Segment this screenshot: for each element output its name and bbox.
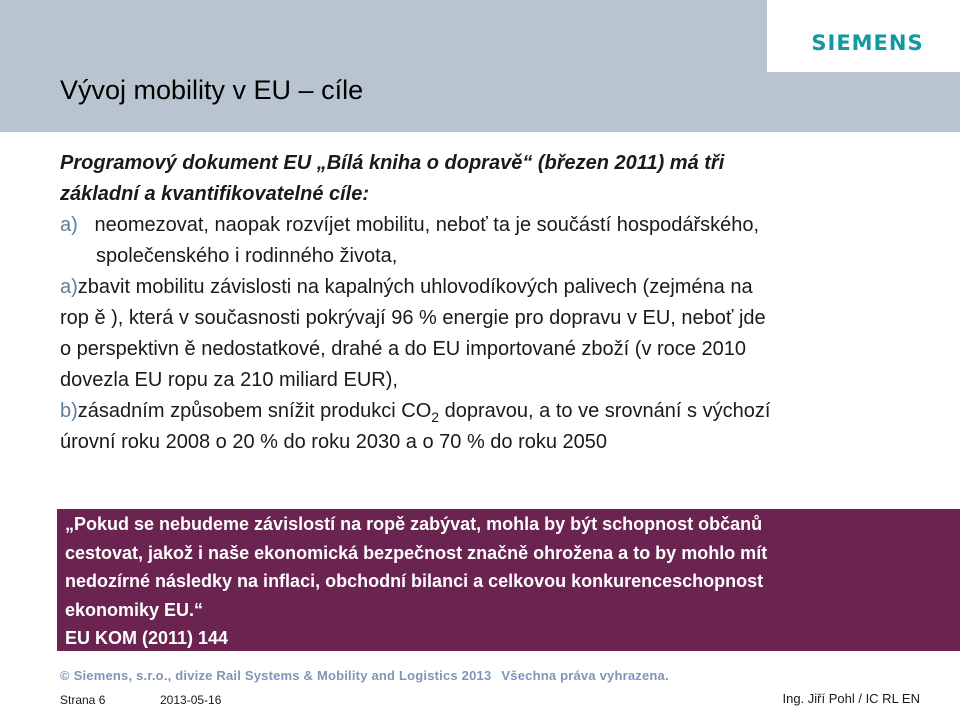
quote-line-1: „Pokud se nebudeme závislostí na ropě zabývat, mohla by být schopnost občanů (65, 514, 763, 534)
footer-date: 2013-05-16 (160, 693, 222, 707)
goal-a2-line-4: dovezla EU ropu za 210 miliard EUR), (60, 369, 398, 391)
intro-line-1: Programový dokument EU „Bílá kniha o dopravě“ (březen 2011) má tři (60, 152, 725, 174)
quote-box (57, 509, 960, 651)
quote-line-3: nedozírné následky na inflaci, obchodní bilanci a celkovou konkurenceschopnost (65, 571, 764, 591)
goal-b-marker: b) (60, 400, 78, 422)
goal-b-text-post: dopravou, a to ve srovnání s výchozí (439, 400, 771, 422)
goal-a2-line-2: rop ě ), která v současnosti pokrývají 96 % energie pro dopravu v EU, neboť jde (60, 307, 766, 329)
goal-a1-text: neomezovat, naopak rozvíjet mobilitu, neboť ta je součástí hospodářského, (94, 214, 760, 236)
quote-text (65, 510, 945, 653)
quote-line-4: ekonomiky EU.“ (65, 599, 204, 620)
footer-author: Ing. Jiří Pohl / IC RL EN (782, 691, 920, 706)
slide-title: Vývoj mobility v EU – cíle (60, 75, 364, 105)
intro-line-2: základní a kvantifikovatelné cíle: (60, 183, 370, 205)
co2-subscript: 2 (431, 409, 440, 425)
quote-line-2: cestovat, jakož i naše ekonomická bezpečnost značně ohrožena a to by mohlo mít (65, 542, 768, 563)
footer-copyright-b: Všechna práva vyhrazena. (501, 668, 669, 683)
goal-a1-line-1 (60, 210, 940, 241)
goal-a2-line-3: o perspektivn ě nedostatkové, drahé a do EU importované zboží (v roce 2010 (60, 338, 746, 360)
siemens-logo-text: SIEMENS (811, 31, 924, 55)
footer-copyright (60, 668, 669, 683)
goal-b-line-1 (60, 396, 940, 427)
footer-copyright-year: 2013 (461, 668, 492, 683)
goal-b-text-pre: zásadním způsobem snížit produkci CO (77, 400, 432, 422)
page-number: Strana 6 (60, 693, 106, 707)
goal-a2-line-1 (60, 272, 940, 303)
goal-b-line-2: úrovní roku 2008 o 20 % do roku 2030 a o 70 % do roku 2050 (60, 431, 608, 453)
siemens-logo (767, 0, 960, 72)
footer-copyright-a: © Siemens, s.r.o., divize Rail Systems & Mobility and Logistics (60, 668, 458, 683)
goal-a2-text: zbavit mobilitu závislosti na kapalných uhlovodíkových palivech (zejména na (77, 276, 753, 298)
goal-a1-line-2: společenského i rodinného života, (96, 245, 398, 267)
goal-a1-marker: a) (60, 214, 78, 236)
goal-a2-marker: a) (60, 276, 78, 298)
slide-body (60, 148, 940, 458)
quote-source: EU KOM (2011) 144 (65, 628, 229, 648)
